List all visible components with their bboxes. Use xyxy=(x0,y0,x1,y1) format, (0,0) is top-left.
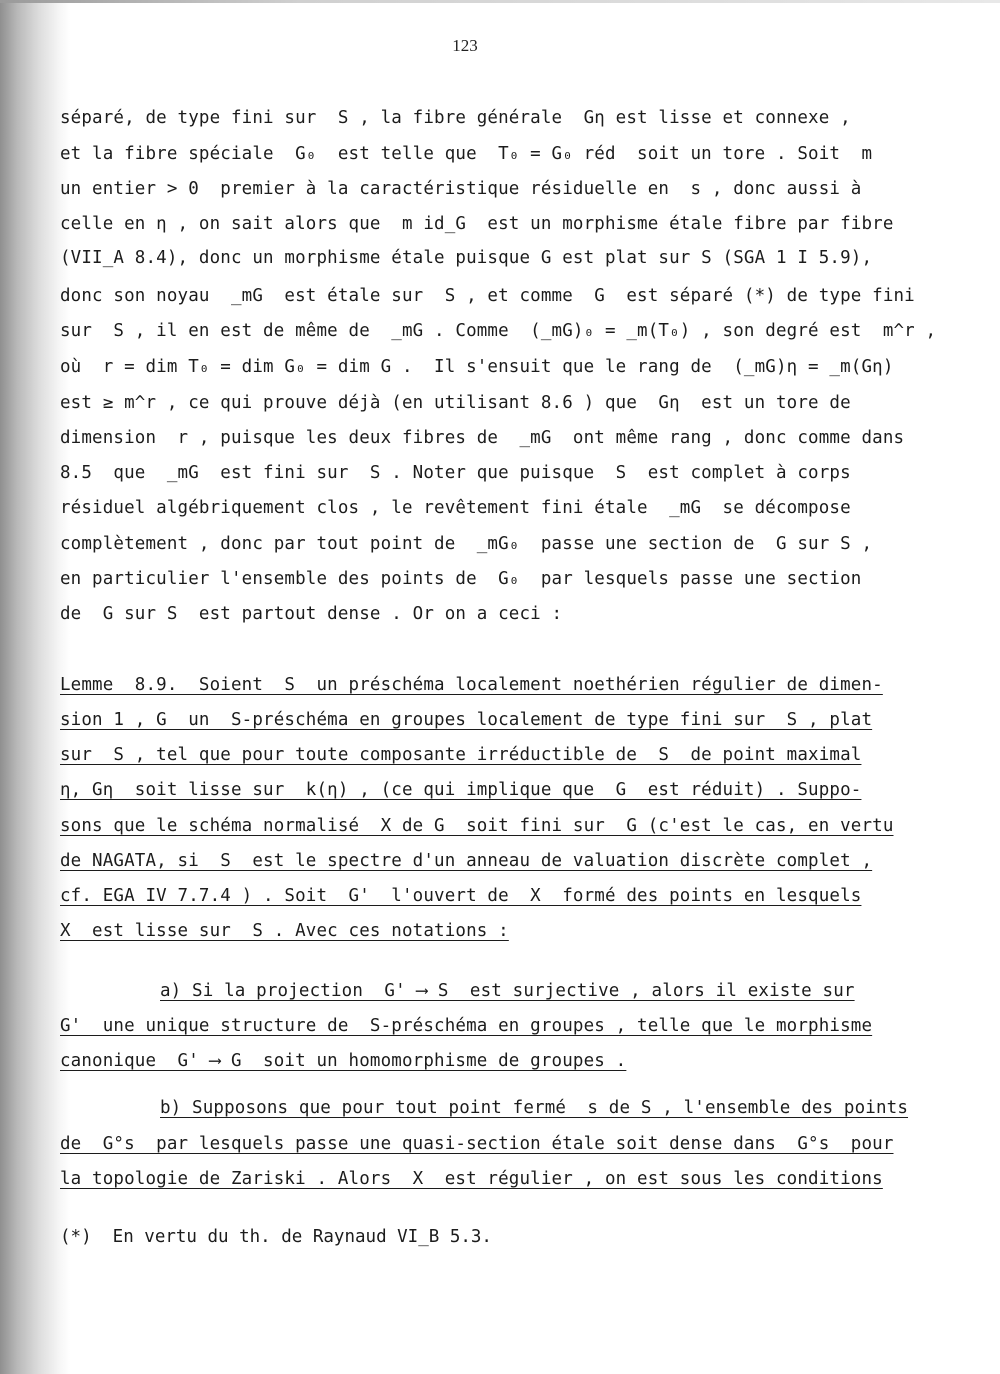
lemma-line: X est lisse sur S . Avec ces notations : xyxy=(60,921,509,941)
footnote: (*) En vertu du th. de Raynaud VI_B 5.3. xyxy=(60,1227,492,1247)
lemma-line: sons que le schéma normalisé X de G soit fini sur G (c'est le cas, en vertu xyxy=(60,816,894,836)
paragraph-line: où r = dim T₀ = dim G₀ = dim G . Il s'ensuit que le rang de (_mG)η = _m(Gη) xyxy=(60,357,894,377)
lemma-line: η, Gη soit lisse sur k(η) , (ce qui implique que G est réduit) . Suppo- xyxy=(60,780,862,800)
page-number: 123 xyxy=(452,36,478,55)
item-a-line: G' une unique structure de S-préschéma en groupes , telle que le morphisme xyxy=(60,1016,873,1036)
lemma-line: sur S , tel que pour toute composante irréductible de S de point maximal xyxy=(60,745,862,765)
paragraph-line: donc son noyau _mG est étale sur S , et comme G est séparé (*) de type fini xyxy=(60,286,915,306)
item-b-line: de G°s par lesquels passe une quasi-section étale soit dense dans G°s pour xyxy=(60,1134,894,1154)
paragraph-line: 8.5 que _mG est fini sur S . Noter que puisque S est complet à corps xyxy=(60,463,851,483)
item-a-line: canonique G' ⟶ G soit un homomorphisme de groupes . xyxy=(60,1051,627,1071)
paragraph-line: séparé, de type fini sur S , la fibre générale Gη est lisse et connexe , xyxy=(60,108,851,128)
lemma-line: sion 1 , G un S-préschéma en groupes localement de type fini sur S , plat xyxy=(60,710,873,730)
lemma-line: Lemme 8.9. Soient S un préschéma localement noethérien régulier de dimen- xyxy=(60,675,883,695)
paragraph-line: (VII_A 8.4), donc un morphisme étale puisque G est plat sur S (SGA 1 I 5.9), xyxy=(60,248,873,268)
paragraph-line: et la fibre spéciale G₀ est telle que T₀ = G₀ réd soit un tore . Soit m xyxy=(60,144,873,164)
paragraph-line: est ≥ m^r , ce qui prouve déjà (en utilisant 8.6 ) que Gη est un tore de xyxy=(60,393,851,413)
paragraph-line: dimension r , puisque les deux fibres de _mG ont même rang , donc comme dans xyxy=(60,428,905,448)
paragraph-line: résiduel algébriquement clos , le revêtement fini étale _mG se décompose xyxy=(60,498,851,518)
paragraph-line: en particulier l'ensemble des points de G₀ par lesquels passe une section xyxy=(60,569,862,589)
paragraph-line: sur S , il en est de même de _mG . Comme (_mG)₀ = _m(T₀) , son degré est m^r , xyxy=(60,321,937,341)
lemma-line: de NAGATA, si S est le spectre d'un anneau de valuation discrète complet , xyxy=(60,851,873,871)
scan-top-edge xyxy=(0,0,1000,3)
lemma-line: cf. EGA IV 7.7.4 ) . Soit G' l'ouvert de X formé des points en lesquels xyxy=(60,886,862,906)
paragraph-line: de G sur S est partout dense . Or on a ceci : xyxy=(60,604,563,624)
paragraph-line: un entier > 0 premier à la caractéristique résiduelle en s , donc aussi à xyxy=(60,179,862,199)
item-b-line: la topologie de Zariski . Alors X est régulier , on est sous les conditions xyxy=(60,1169,883,1189)
paragraph-line: complètement , donc par tout point de _mG₀ passe une section de G sur S , xyxy=(60,534,873,554)
item-b-line: b) Supposons que pour tout point fermé s de S , l'ensemble des points xyxy=(160,1098,909,1118)
paragraph-line: celle en η , on sait alors que m id_G est un morphisme étale fibre par fibre xyxy=(60,214,894,234)
item-a-line: a) Si la projection G' ⟶ S est surjective , alors il existe sur xyxy=(160,981,855,1001)
